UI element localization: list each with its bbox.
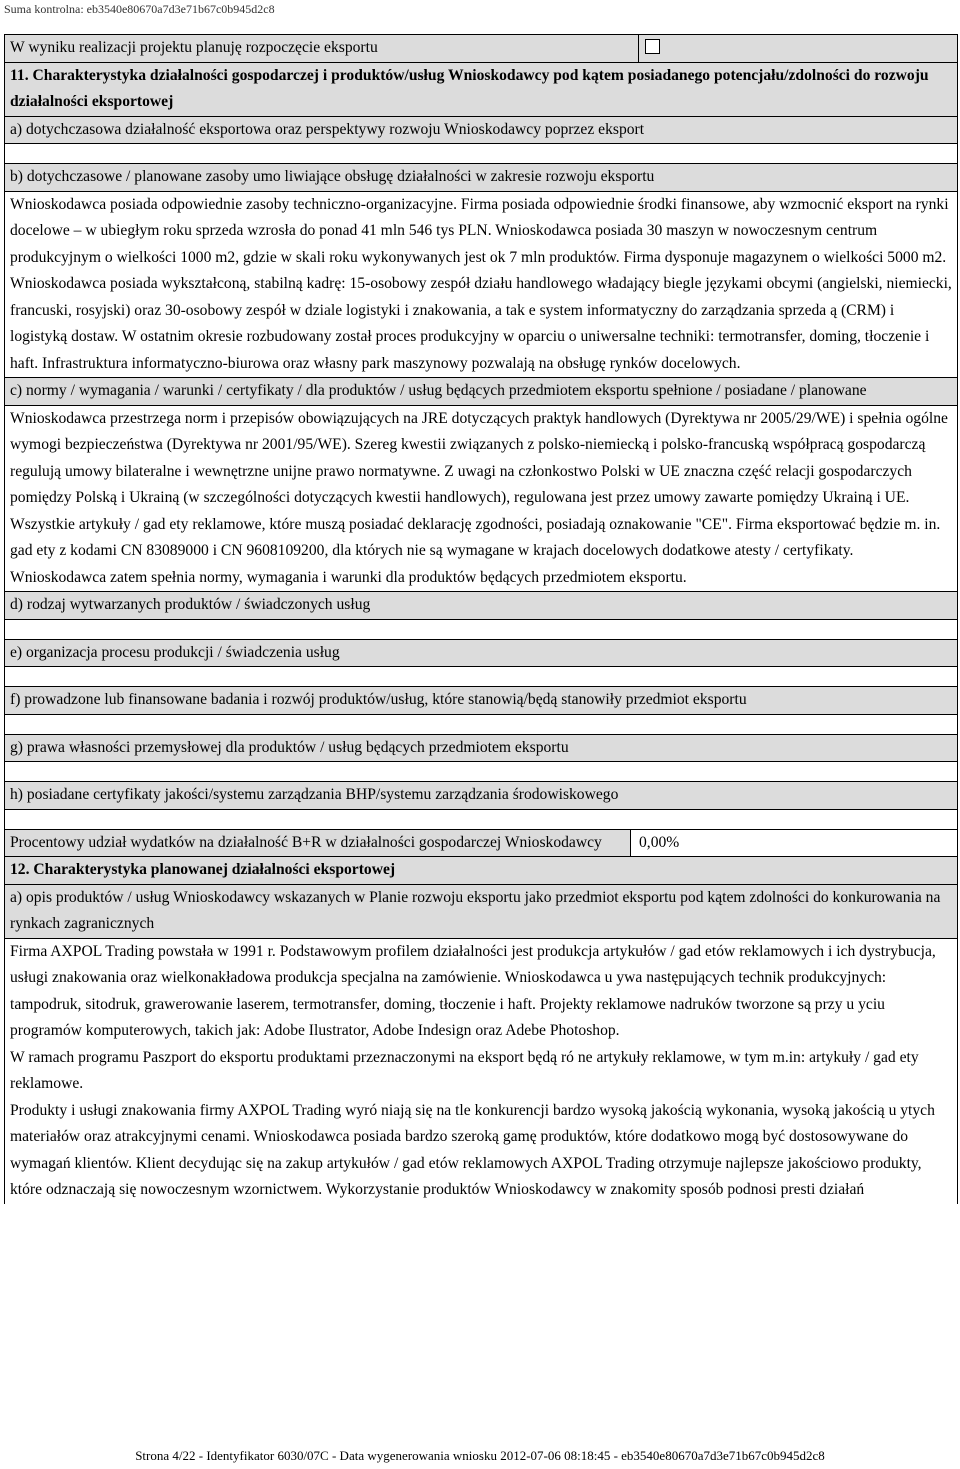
section-11e-answer: [5, 667, 957, 687]
section-11b-answer: Wnioskodawca posiada odpowiednie zasoby techniczno-organizacyjne. Firma posiada odpowiednie środki finansowe, aby wzmocnić eksport na rynki docelowe – w ubiegłym roku sprzeda wzrosła do ponad 41 mln 546 tys PLN. Wnioskodawca posiada 30 maszyn w nowoczesnym centrum produkcyjnym o wielkości 1000 m2, gdzie w skali roku wykonywanych jest ok 7 mln produktów. Firma dysponuje magazynem o wielkości 5000 m2. Wnioskodawca posiada wykształconą, stabilną kadrę: 15-osobowy zespół działu handlowego władający biegle językami obcymi (angielski, niemiecki, francuski, rosyjski) oraz 30-osobowy zespół w dziale logistyki i znakowania, a tak e system informatyczny do zarządzania sprzeda ą (CRM) i logistyką dostaw. W ostatnim okresie rozbudowany został proces produkcyjny w oparciu o uniwersalne techniki: termotransfer, doming, tłoczenie i haft. Infrastruktura informatyczno-biurowa oraz własny park maszynowy pozwalają na obsługę rynków docelowych.: [5, 192, 957, 379]
export-start-label: W wyniku realizacji projektu planuję rozpoczęcie eksportu: [5, 35, 639, 62]
section-11g-label: g) prawa własności przemysłowej dla produktów / usług będących przedmiotem eksportu: [5, 735, 957, 763]
section-11g-answer: [5, 762, 957, 782]
section-11h-label: h) posiadane certyfikaty jakości/systemu zarządzania BHP/systemu zarządzania środowiskowego: [5, 782, 957, 810]
section-11c-label: c) normy / wymagania / warunki / certyfikaty / dla produktów / usług będących przedmiotem eksportu spełnione / posiadane / planowane: [5, 378, 957, 406]
section-11d-answer: [5, 620, 957, 640]
export-start-row: [5, 35, 957, 63]
section-12a-paragraph-2: W ramach programu Paszport do eksportu produktami przeznaczonymi na eksport będą ró ne artykuły reklamowe, w tym m.in: artykuły / gad ety reklamowe.: [10, 1048, 919, 1092]
section-11d-label: d) rodzaj wytwarzanych produktów / świadczonych usług: [5, 592, 957, 620]
section-11e-label: e) organizacja procesu produkcji / świadczenia usług: [5, 640, 957, 668]
form-document: [4, 34, 958, 1204]
section-11h-answer: [5, 810, 957, 830]
export-start-cell: [639, 35, 957, 62]
section-12a-label: a) opis produktów / usług Wnioskodawcy wskazanych w Planie rozwoju eksportu jako przedmiot eksportu pod kątem zdolności do konkurowania na rynkach zagranicznych: [5, 885, 957, 939]
section-11f-label: f) prowadzone lub finansowane badania i rozwój produktów/usług, które stanowią/będą stanowiły przedmiot eksportu: [5, 687, 957, 715]
section-11c-answer: Wnioskodawca przestrzega norm i przepisów obowiązujących na JRE dotyczących praktyk handlowych (Dyrektywa nr 2005/29/WE) i spełnia ogólne wymogi bezpieczeństwa (Dyrektywa nr 2001/95/WE). Szereg kwestii związanych z polsko-niemiecką i polsko-francuską współpracą gospodarczą regulują umowy bilateralne i wewnętrzne unijne prawo normatywne. Z uwagi na członkostwo Polski w UE znaczna część relacji gospodarczych pomiędzy Polską i Ukrainą (w szczególności dotyczących kwestii handlowych), regulowana jest przez umowy zawarte pomiędzy Ukrainą i UE. Wszystkie artykuły / gad ety reklamowe, które muszą posiadać deklarację zgodności, posiadają oznakowanie "CE". Firma eksportować będzie m. in. gad ety z kodami CN 83089000 i CN 9608109200, dla których nie są wymagane w krajach docelowych dodatkowe atesty / certyfikaty. Wnioskodawca zatem spełnia normy, wymagania i warunki dla produktów będących przedmiotem eksportu.: [5, 406, 957, 593]
section-12a-paragraph-1: Firma AXPOL Trading powstała w 1991 r. Podstawowym profilem działalności jest produkcja artykułów / gad etów reklamowych i ich dystrybucja, usługi znakowania oraz wielkonakładowa produkcja specjalna na zamówienie. Wnioskodawca u ywa następujących technik produkcyjnych: tampodruk, sitodruk, grawerowanie laserem, termotransfer, doming, tłoczenie i haft. Projekty reklamowe nadruków tworzone są przy u yciu programów komputerowych, takich jak: Adobe Ilustrator, Adobe Indesign oraz Adebe Photoshop.: [10, 942, 936, 1039]
section-11b-label: b) dotychczasowe / planowane zasoby umo liwiające obsługę działalności w zakresie rozwoju eksportu: [5, 164, 957, 192]
section-11a-label: a) dotychczasowa działalność eksportowa oraz perspektywy rozwoju Wnioskodawcy poprzez eksport: [5, 117, 957, 145]
section-12a-answer: [5, 939, 957, 1204]
section-12a-paragraph-3: Produkty i usługi znakowania firmy AXPOL Trading wyró niają się na tle konkurencji bardzo wysoką jakością wykonania, wysoką jakością u ytych materiałów oraz atrakcyjnymi cenami. Wnioskodawca posiada bardzo szeroką gamę produktów, które dodatkowo mogą być dostosowywane do wymagań klientów. Klient decydując się na zakup artykułów / gad etów reklamowych AXPOL Trading otrzymuje najlepsze jakościowo produkty, które odznaczają się nowoczesnym wzornictwem. Wykorzystanie produktów Wnioskodawcy w znakomity sposób podnosi presti działań: [10, 1101, 935, 1198]
section-11f-answer: [5, 715, 957, 735]
checksum-header: Suma kontrolna: eb3540e80670a7d3e71b67c0b945d2c8: [4, 2, 275, 16]
section-12-title: 12. Charakterystyka planowanej działalności eksportowej: [5, 857, 957, 885]
br-share-label: Procentowy udział wydatków na działalność B+R w działalności gospodarczej Wnioskodawcy: [5, 830, 631, 857]
br-share-row: [5, 830, 957, 858]
section-11a-answer: [5, 144, 957, 164]
br-share-value: 0,00%: [639, 833, 680, 851]
export-start-checkbox[interactable]: [645, 39, 660, 54]
section-11-title: 11. Charakterystyka działalności gospodarczej i produktów/usług Wnioskodawcy pod kątem posiadanego potencjału/zdolności do rozwoju działalności eksportowej: [5, 63, 957, 117]
page-footer: Strona 4/22 - Identyfikator 6030/07C - Data wygenerowania wniosku 2012-07-06 08:18:45 - eb3540e80670a7d3e71b67c0b945d2c8: [135, 1448, 825, 1463]
